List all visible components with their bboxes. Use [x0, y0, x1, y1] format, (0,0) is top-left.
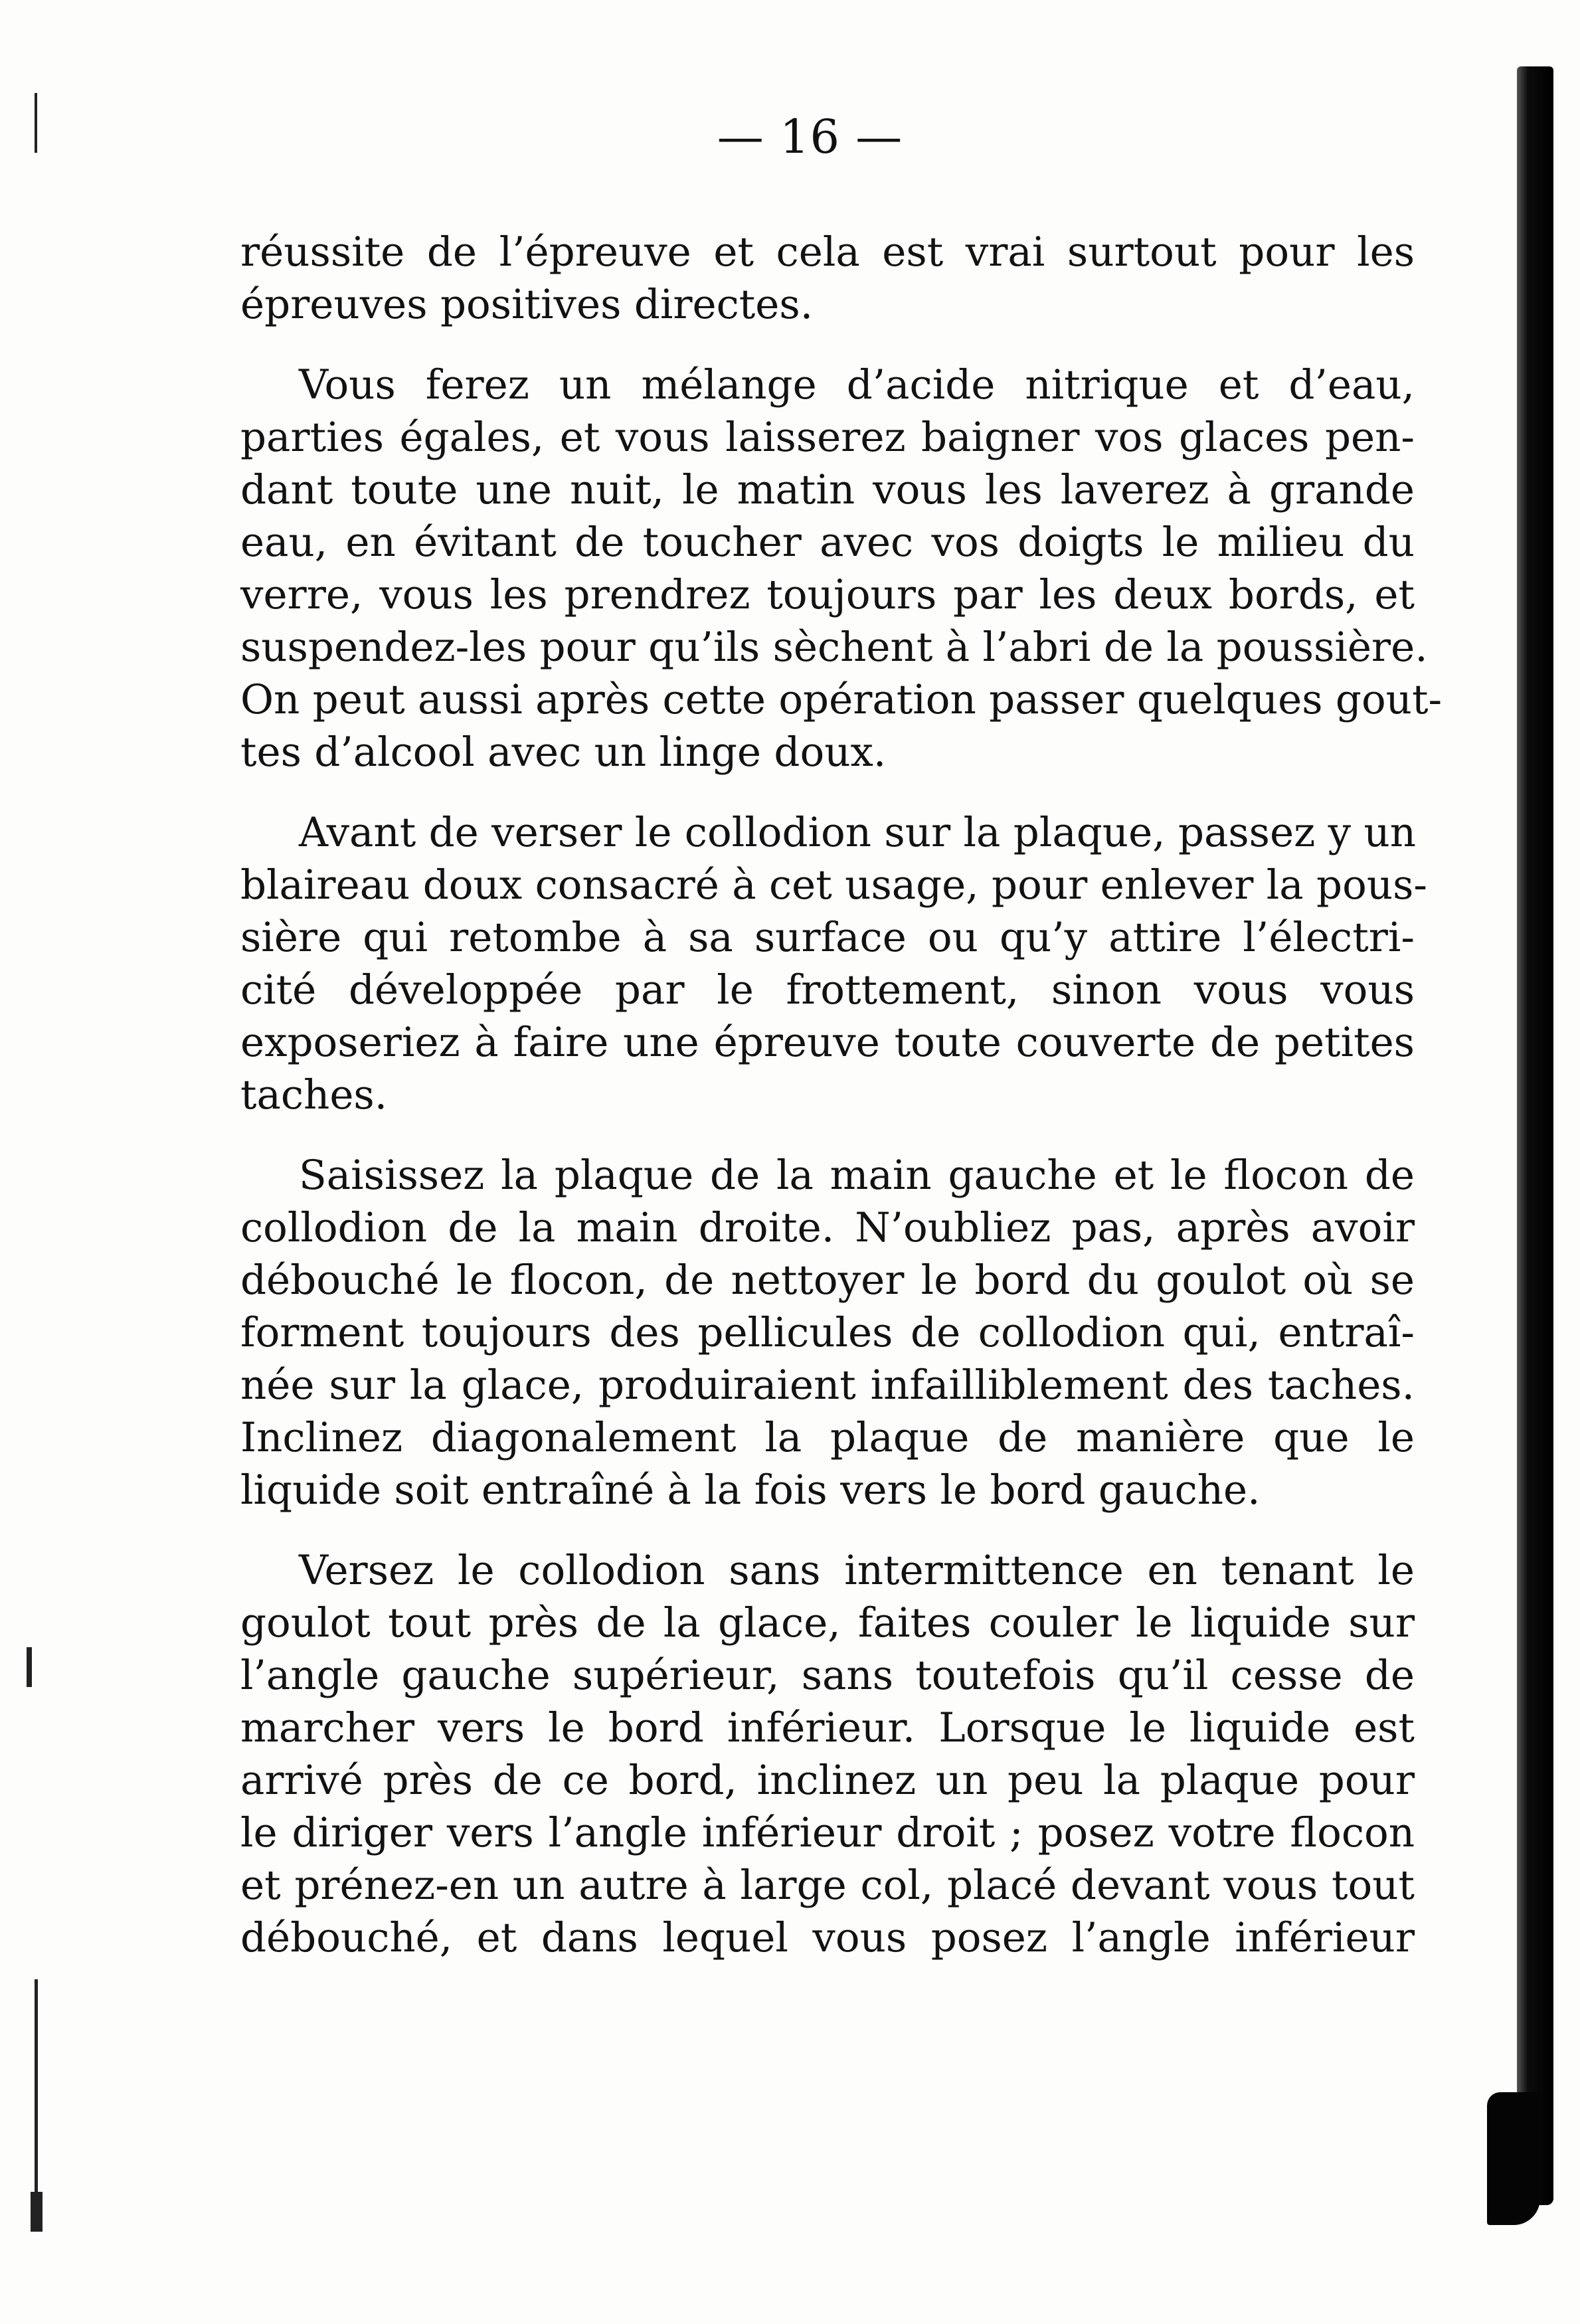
- paragraph-1: [240, 226, 1415, 331]
- scan-mark: [27, 1647, 32, 1687]
- text-line: On peut aussi après cette opération passer quelques gout-: [240, 676, 1443, 723]
- text-line: blaireau doux consacré à cet usage, pour enlever la pous-: [240, 861, 1428, 909]
- paragraph-3: [240, 806, 1428, 1121]
- text-line: parties égales, et vous laisserez baigner vos glaces pen-: [240, 414, 1415, 461]
- text-line: taches.: [240, 1071, 388, 1118]
- text-line: l’angle gauche supérieur, sans toutefois qu’il cesse de: [240, 1652, 1415, 1699]
- text-line: collodion de la main droite. N’oubliez pas, après avoir: [240, 1204, 1415, 1251]
- text-line: sière qui retombe à sa surface ou qu’y attire l’électri-: [240, 914, 1415, 961]
- text-line: eau, en évitant de toucher avec vos doigts le milieu du: [240, 519, 1415, 566]
- text-line: suspendez-les pour qu’ils sèchent à l’abri de la poussière.: [240, 624, 1428, 671]
- text-line: dant toute une nuit, le matin vous les laverez à grande: [240, 466, 1415, 513]
- text-line: née sur la glace, produiraient infailliblement des taches.: [240, 1362, 1415, 1409]
- scan-mark: [35, 1979, 38, 2218]
- text-line: Inclinez diagonalement la plaque de manière que le: [240, 1414, 1415, 1461]
- paragraph-4: [240, 1149, 1415, 1516]
- binding-edge-shadow-tail: [1487, 2092, 1540, 2225]
- text-line: cité développée par le frottement, sinon vous vous: [240, 966, 1415, 1014]
- text-line: réussite de l’épreuve et cela est vrai surtout pour les: [240, 228, 1415, 276]
- text-line: verre, vous les prendrez toujours par les deux bords, et: [240, 571, 1415, 618]
- paragraph-2: [240, 359, 1443, 778]
- text-line: et prénez-en un autre à large col, placé devant vous tout: [240, 1862, 1415, 1909]
- text-line: forment toujours des pellicules de collodion qui, entraî-: [240, 1309, 1415, 1356]
- scan-mark: [31, 2192, 43, 2232]
- text-line: goulot tout près de la glace, faites couler le liquide sur: [240, 1599, 1415, 1647]
- text-line: tes d’alcool avec un linge doux.: [240, 729, 887, 776]
- text-line: Saisissez la plaque de la main gauche et le flocon de: [299, 1152, 1415, 1199]
- paragraph-5: [240, 1544, 1415, 1964]
- text-line: liquide soit entraîné à la fois vers le bord gauche.: [240, 1467, 1261, 1514]
- text-line: marcher vers le bord inférieur. Lorsque le liquide est: [240, 1704, 1415, 1751]
- text-line: Versez le collodion sans intermittence en tenant le: [299, 1547, 1415, 1594]
- text-line: épreuves positives directes.: [240, 281, 814, 328]
- scan-mark: [35, 93, 37, 153]
- text-line: débouché, et dans lequel vous posez l’angle inférieur: [240, 1914, 1415, 1961]
- text-line: Vous ferez un mélange d’acide nitrique et d’eau,: [299, 361, 1415, 408]
- page-number: — 16 —: [717, 110, 903, 164]
- text-line: exposeriez à faire une épreuve toute couverte de petites: [240, 1019, 1415, 1066]
- text-line: arrivé près de ce bord, inclinez un peu la plaque pour: [240, 1757, 1415, 1804]
- body-text: [240, 226, 1443, 1992]
- text-line: débouché le flocon, de nettoyer le bord du goulot où se: [240, 1257, 1415, 1304]
- text-line: le diriger vers l’angle inférieur droit ; posez votre flocon: [240, 1809, 1415, 1856]
- binding-edge-shadow: [1517, 66, 1553, 2205]
- text-line: Avant de verser le collodion sur la plaque, passez y un: [299, 809, 1417, 856]
